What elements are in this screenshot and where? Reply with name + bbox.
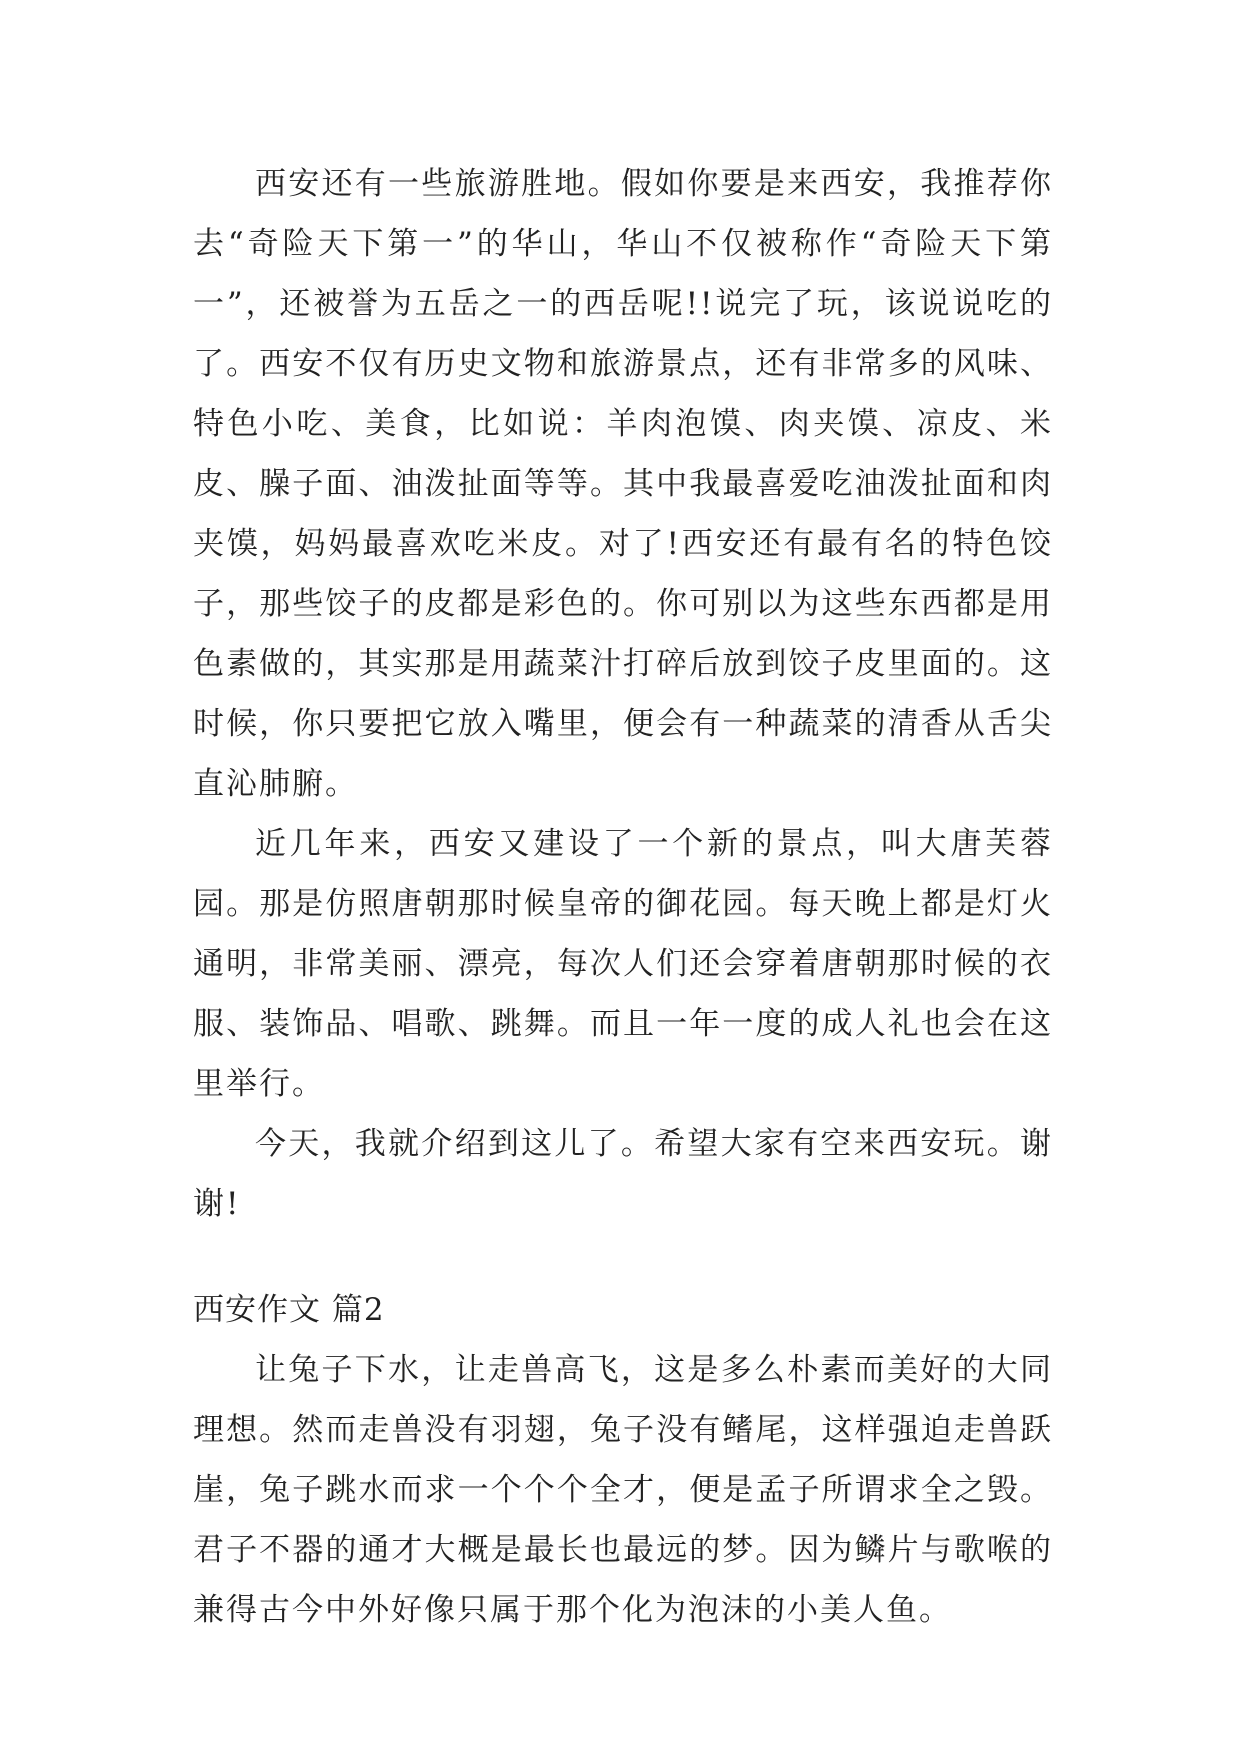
- paragraph: 今天，我就介绍到这儿了。希望大家有空来西安玩。谢谢!: [193, 1126, 1053, 1222]
- paragraph: 让兔子下水，让走兽高飞，这是多么朴素而美好的大同理想。然而走兽没有羽翅，兔子没有鳍尾，这样强迫走兽跃崖，兔子跳水而求一个个个全才，便是孟子所谓求全之毁。君子不器的通才大概是最长也最远的梦。因为鳞片与歌喉的兼得古今中外好像只属于那个化为泡沫的小美人鱼。: [193, 1352, 1053, 1628]
- paragraph: 近几年来，西安又建设了一个新的景点，叫大唐芙蓉园。那是仿照唐朝那时候皇帝的御花园。每天晚上都是灯火通明，非常美丽、漂亮，每次人们还会穿着唐朝那时候的衣服、装饰品、唱歌、跳舞。而且一年一度的成人礼也会在这里举行。: [193, 826, 1053, 1102]
- section-heading: 西安作文 篇2: [193, 1292, 385, 1328]
- document-body: [193, 154, 1053, 1640]
- paragraph: 西安还有一些旅游胜地。假如你要是来西安，我推荐你去“奇险天下第一”的华山，华山不仅被称作“奇险天下第一”，还被誉为五岳之一的西岳呢!!说完了玩，该说说吃的了。西安不仅有历史文物和旅游景点，还有非常多的风味、特色小吃、美食，比如说：羊肉泡馍、肉夹馍、凉皮、米皮、臊子面、油泼扯面等等。其中我最喜爱吃油泼扯面和肉夹馍，妈妈最喜欢吃米皮。对了!西安还有最有名的特色饺子，那些饺子的皮都是彩色的。你可别以为这些东西都是用色素做的，其实那是用蔬菜汁打碎后放到饺子皮里面的。这时候，你只要把它放入嘴里，便会有一种蔬菜的清香从舌尖直沁肺腑。: [193, 166, 1053, 802]
